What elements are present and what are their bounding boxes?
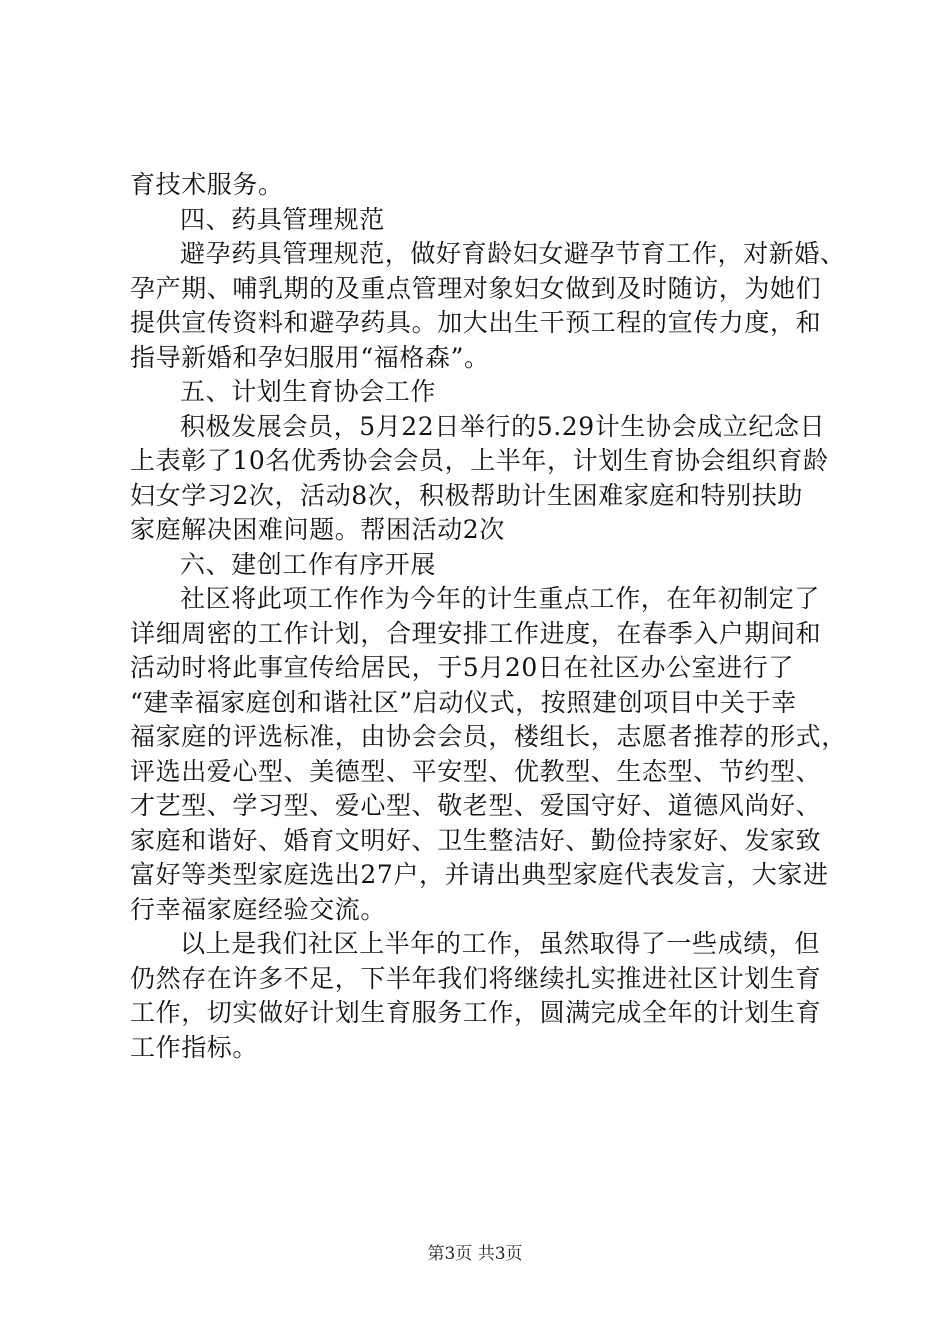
text-line-6: 指导新婚和孕妇服用“福格森”。 bbox=[130, 342, 490, 372]
text-line-22: 行幸福家庭经验交流。 bbox=[130, 894, 387, 924]
section-heading-6: 六、建创工作有序开展 bbox=[180, 549, 437, 579]
text-line-26: 工作指标。 bbox=[130, 1032, 259, 1062]
text-line-14: 详细周密的工作计划，合理安排工作进度，在春季入户期间和 bbox=[130, 618, 822, 648]
text-line-24: 仍然存在许多不足，下半年我们将继续扎实推进社区计划生育 bbox=[130, 963, 822, 993]
text-line-1: 育技术服务。 bbox=[130, 170, 284, 199]
text-line-16: “建幸福家庭创和谐社区”启动仪式，按照建创项目中关于幸 bbox=[130, 687, 797, 717]
page-footer: 第3页 共3页 bbox=[427, 1244, 523, 1264]
text-line-3: 避孕药具管理规范，做好育龄妇女避孕节育工作，对新婚、 bbox=[180, 239, 846, 268]
document-body bbox=[130, 168, 847, 1065]
text-line-13: 社区将此项工作作为今年的计生重点工作，在年初制定了 bbox=[180, 584, 821, 613]
text-line-23: 以上是我们社区上半年的工作，虽然取得了一些成绩，但 bbox=[180, 929, 821, 958]
text-line-18: 评选出爱心型、美德型、平安型、优教型、生态型、节约型、 bbox=[130, 756, 822, 786]
text-line-15: 活动时将此事宣传给居民，于5月20日在社区办公室进行了 bbox=[130, 653, 794, 682]
text-line-19: 才艺型、学习型、爱心型、敬老型、爱国守好、道德风尚好、 bbox=[130, 791, 822, 820]
text-line-25: 工作，切实做好计划生育服务工作，圆满完成全年的计划生育 bbox=[130, 998, 822, 1027]
text-line-5: 提供宣传资料和避孕药具。加大出生干预工程的宣传力度，和 bbox=[130, 308, 822, 337]
text-line-10: 妇女学习2次，活动8次，积极帮助计生困难家庭和特别扶助 bbox=[130, 480, 804, 510]
text-line-9: 上表彰了10名优秀协会会员，上半年，计划生育协会组织育龄 bbox=[130, 446, 829, 475]
text-line-17: 福家庭的评选标准，由协会会员，楼组长，志愿者推荐的形式， bbox=[130, 722, 847, 751]
text-line-8: 积极发展会员，5月22日举行的5.29计生协会成立纪念日 bbox=[180, 411, 826, 441]
text-line-4: 孕产期、哺乳期的及重点管理对象妇女做到及时随访，为她们 bbox=[130, 273, 822, 303]
section-heading-4: 四、药具管理规范 bbox=[180, 204, 385, 234]
text-line-21: 富好等类型家庭选出27户，并请出典型家庭代表发言，大家进 bbox=[130, 860, 829, 889]
text-line-20: 家庭和谐好、婚育文明好、卫生整洁好、勤俭持家好、发家致 bbox=[130, 825, 822, 855]
text-line-11: 家庭解决困难问题。帮困活动2次 bbox=[130, 515, 505, 544]
section-heading-5: 五、计划生育协会工作 bbox=[180, 377, 437, 406]
